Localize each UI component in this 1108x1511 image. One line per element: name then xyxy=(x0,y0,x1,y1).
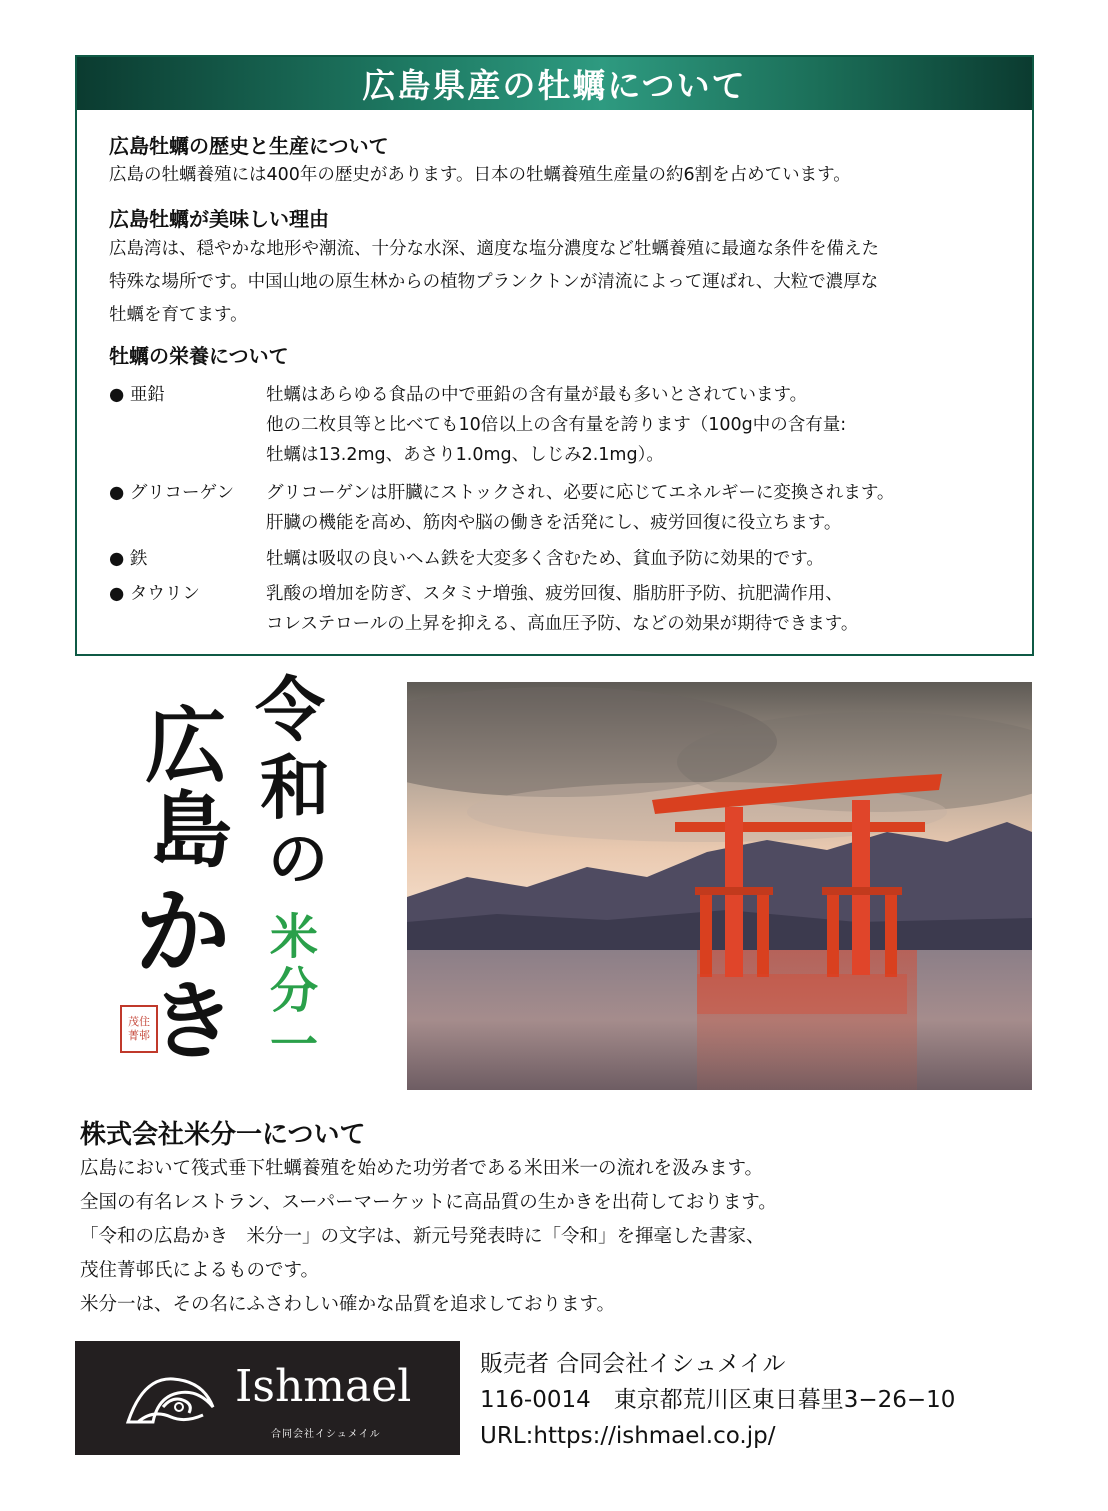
seller-url[interactable]: URL:https://ishmael.co.jp/ xyxy=(480,1423,776,1449)
torii-photo xyxy=(407,682,1032,1090)
nutrition-label: ● グリコーゲン xyxy=(109,483,235,503)
company-line: 米分一は、その名にふさわしい確かな品質を追求しております。 xyxy=(80,1294,616,1315)
reason-line-2: 特殊な場所です。中国山地の原生林からの植物プランクトンが清流によって運ばれ、大粒で濃厚な xyxy=(109,272,879,292)
logo-name: Ishmael xyxy=(235,1361,412,1412)
nutrition-line: グリコーゲンは肝臓にストックされ、必要に応じてエネルギーに変換されます。 xyxy=(266,483,895,503)
calligraphy-green-char: 分 xyxy=(270,963,319,1019)
nutrition-text xyxy=(266,380,846,470)
reason-line-3: 牡蠣を育てます。 xyxy=(109,305,248,325)
reason-title: 広島牡蠣が美味しい理由 xyxy=(109,207,329,231)
torii-photo-image xyxy=(407,682,1032,1090)
company-title: 株式会社米分一について xyxy=(80,1120,366,1150)
calligraphy-char: き xyxy=(150,972,236,1072)
company-description xyxy=(80,1152,777,1322)
calligraphy-green-char: 米 xyxy=(270,909,319,965)
nutrition-section xyxy=(109,342,1009,634)
nutrition-label: ● 鉄 xyxy=(109,549,148,569)
nutrition-line: 牡蠣は13.2mg、あさり1.0mg、しじみ2.1mg）。 xyxy=(266,445,664,465)
history-section xyxy=(109,132,851,190)
section-banner: 広島県産の牡蠣について xyxy=(77,57,1032,110)
calligraphy-green-char: 一 xyxy=(270,1017,319,1073)
seller-address: 116-0014 東京都荒川区東日暮里3−26−10 xyxy=(480,1387,956,1413)
company-line: 「令和の広島かき 米分一」の文字は、新元号発表時に「令和」を揮毫した書家、 xyxy=(80,1226,765,1247)
nutrition-line: 他の二枚貝等と比べても10倍以上の含有量を誇ります（100g中の含有量: xyxy=(266,415,847,435)
history-title: 広島牡蠣の歴史と生産について xyxy=(109,134,389,158)
nutrition-line: 牡蠣はあらゆる食品の中で亜鉛の含有量が最も多いとされています。 xyxy=(266,385,808,405)
nutrition-line: 乳酸の増加を防ぎ、スタミナ増強、疲労回復、脂肪肝予防、抗肥満作用、 xyxy=(266,584,843,604)
company-line: 広島において筏式垂下牡蠣養殖を始めた功労者である米田米一の流れを汲みます。 xyxy=(80,1158,764,1179)
wave-icon xyxy=(123,1367,223,1427)
ishmael-logo xyxy=(75,1341,460,1455)
nutrition-text xyxy=(266,544,824,574)
seller-info xyxy=(480,1346,955,1454)
nutrition-label: ● タウリン xyxy=(109,584,200,604)
nutrition-label: ● 亜鉛 xyxy=(109,385,165,405)
reason-line-1: 広島湾は、穏やかな地形や潮流、十分な水深、適度な塩分濃度など牡蠣養殖に最適な条件を備えた xyxy=(109,239,879,259)
logo-subtitle: 合同会社イシュメイル xyxy=(271,1429,381,1440)
oyster-info-box xyxy=(75,55,1034,656)
reason-section xyxy=(109,205,879,332)
calligraphy-char: か xyxy=(135,877,231,988)
company-line: 茂住菁邨氏によるものです。 xyxy=(80,1260,320,1281)
artist-seal: 茂住菁邨 xyxy=(120,1005,158,1053)
nutrition-text xyxy=(266,478,894,538)
seller-name: 販売者 合同会社イシュメイル xyxy=(480,1351,786,1377)
nutrition-line: 牡蠣は吸収の良いヘム鉄を大変多く含むため、貧血予防に効果的です。 xyxy=(266,549,824,569)
calligraphy-char: 島 xyxy=(150,783,233,879)
calligraphy-char: 令 xyxy=(255,668,325,751)
nutrition-title: 牡蠣の栄養について xyxy=(109,344,289,368)
nutrition-line: 肝臓の機能を高め、筋肉や脳の働きを活発にし、疲労回復に役立ちます。 xyxy=(266,513,842,533)
history-text: 広島の牡蠣養殖には400年の歴史があります。日本の牡蠣養殖生産量の約6割を占めています。 xyxy=(109,165,851,185)
company-line: 全国の有名レストラン、スーパーマーケットに高品質の生かきを出荷しております。 xyxy=(80,1192,777,1213)
calligraphy-logo xyxy=(110,668,380,1095)
nutrition-line: コレステロールの上昇を抑える、高血圧予防、などの効果が期待できます。 xyxy=(266,614,859,634)
nutrition-text xyxy=(266,579,858,639)
calligraphy-char: の xyxy=(268,825,328,895)
calligraphy-char: 広 xyxy=(145,698,228,794)
calligraphy-char: 和 xyxy=(260,746,330,829)
